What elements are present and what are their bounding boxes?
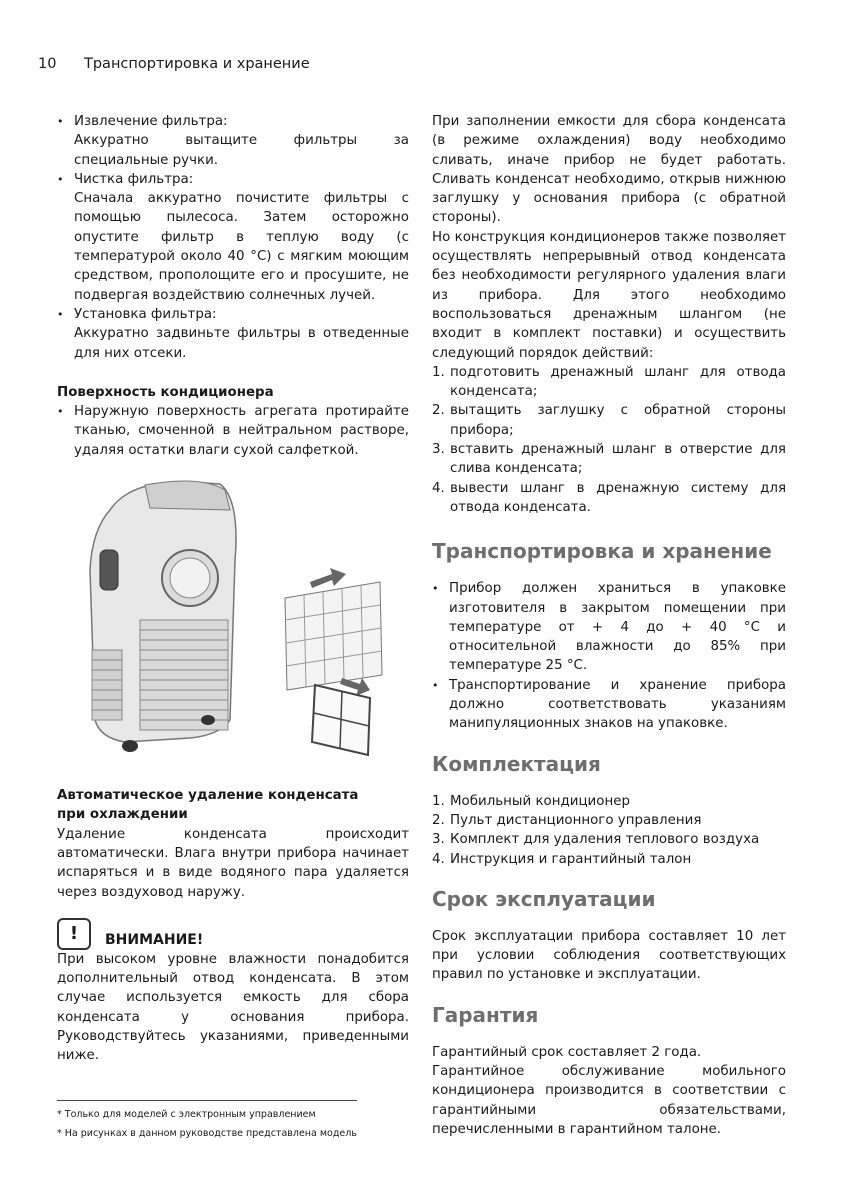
list-item: 1. Мобильный кондиционер: [432, 793, 630, 809]
intro-paragraph-2: Но конструкция кондиционеров также позволяет осуществлять непрерывный отвод конденсата без необходимости регулярного удаления влаги из прибора. Для этого необходимо воспользоваться дренажным шлангом (не входит в комплект поставки) и осуществить следующий порядок действий:: [432, 229, 786, 361]
warranty-text-1: Гарантийный срок составляет 2 года.: [432, 1044, 702, 1060]
footnote: * На рисунках в данном руководстве представлена модель: [57, 1128, 357, 1139]
list-item: 1. подготовить дренажный шланг для отвода конденсата;: [432, 364, 786, 400]
kit-heading: Комплектация: [432, 751, 601, 776]
warranty-text-2: Гарантийное обслуживание мобильного кондиционера производится в соответствии с гарантийными обязательствами, перечисленными в гарантийном талоне.: [432, 1063, 786, 1137]
bullet-title: • Чистка фильтра:: [57, 170, 409, 189]
list-item: 4. Инструкция и гарантийный талон: [432, 851, 692, 867]
air-conditioner-filter-illustration: [70, 470, 400, 760]
intro-paragraph-1: При заполнении емкости для сбора конденсата (в режиме охлаждения) воду необходимо сливать, иначе прибор не будет работать. Сливать конденсат необходимо, открыв нижнюю заглушку у основания прибора (с обратной стороны).: [432, 114, 786, 226]
kit-list: [432, 792, 786, 869]
list-item: 3. вставить дренажный шланг в отверстие для слива конденсата;: [432, 442, 786, 477]
condensate-heading-line2: при охлаждении: [57, 807, 188, 823]
warning-icon: !: [57, 918, 91, 950]
footnote: * Только для моделей с электронным управлением: [57, 1109, 316, 1120]
condensate-heading-line1: Автоматическое удаление конденсата: [57, 788, 359, 804]
bullet-title: • Извлечение фильтра:: [57, 112, 409, 131]
service-life-text: Срок эксплуатации прибора составляет 10 лет при условии соблюдения соответствующих правил по установке и эксплуатации.: [432, 928, 786, 983]
right-column: [432, 112, 786, 1139]
list-item: 3. Комплект для удаления теплового воздуха: [432, 832, 760, 848]
transport-bullet: • Прибор должен храниться в упаковке изготовителя в закрытом помещении при температуре от + 4 до + 40 °С и относительной влажности до 85% при температуре 25 °С.: [432, 579, 786, 675]
bullet-body: Аккуратно вытащите фильтры за специальные ручки.: [74, 133, 409, 168]
list-item: 4. вывести шланг в дренажную систему для отвода конденсата.: [432, 480, 786, 515]
drain-steps-list: [432, 363, 786, 517]
transport-heading: Транспортировка и хранение: [432, 539, 772, 564]
list-item: 2. вытащить заглушку с обратной стороны прибора;: [432, 403, 786, 438]
footnotes: [57, 1100, 357, 1143]
page-number: 10: [38, 56, 57, 72]
header-section-title: Транспортировка и хранение: [84, 56, 310, 72]
surface-heading: Поверхность кондиционера: [57, 384, 274, 400]
list-item: 2. Пульт дистанционного управления: [432, 812, 702, 828]
surface-text: • Наружную поверхность агрегата протирайте тканью, смоченной в нейтральном растворе, удаляя остатки влаги сухой салфеткой.: [57, 402, 409, 460]
warning-block: [57, 918, 409, 950]
bullet-title: • Установка фильтра:: [57, 305, 409, 324]
page-header: [38, 56, 310, 72]
warning-text: При высоком уровне влажности понадобится дополнительный отвод конденсата. В этом случае используется емкость для сбора конденсата у основания прибора. Руководствуйтесь указаниями, приведенными ниже.: [57, 951, 409, 1064]
service-life-heading: Срок эксплуатации: [432, 886, 656, 911]
warning-title: ВНИМАНИЕ!: [105, 931, 204, 948]
warranty-heading: Гарантия: [432, 1002, 539, 1027]
condensate-text: Удаление конденсата происходит автоматически. Влага внутри прибора начинает испаряться и в виде водяного пара удаляется через воздуховод наружу.: [57, 826, 409, 900]
bullet-body: Сначала аккуратно почистите фильтры с помощью пылесоса. Затем осторожно опустите фильтр в теплую воду (с температурой около 40 °С) с мягким моющим средством, прополощите его и просушите, не подвергая воздействию солнечных лучей.: [74, 191, 409, 303]
transport-bullet: • Транспортирование и хранение прибора должно соответствовать указаниям манипуляционных знаков на упаковке.: [432, 676, 786, 734]
bullet-body: Аккуратно задвиньте фильтры в отведенные для них отсеки.: [74, 326, 409, 361]
